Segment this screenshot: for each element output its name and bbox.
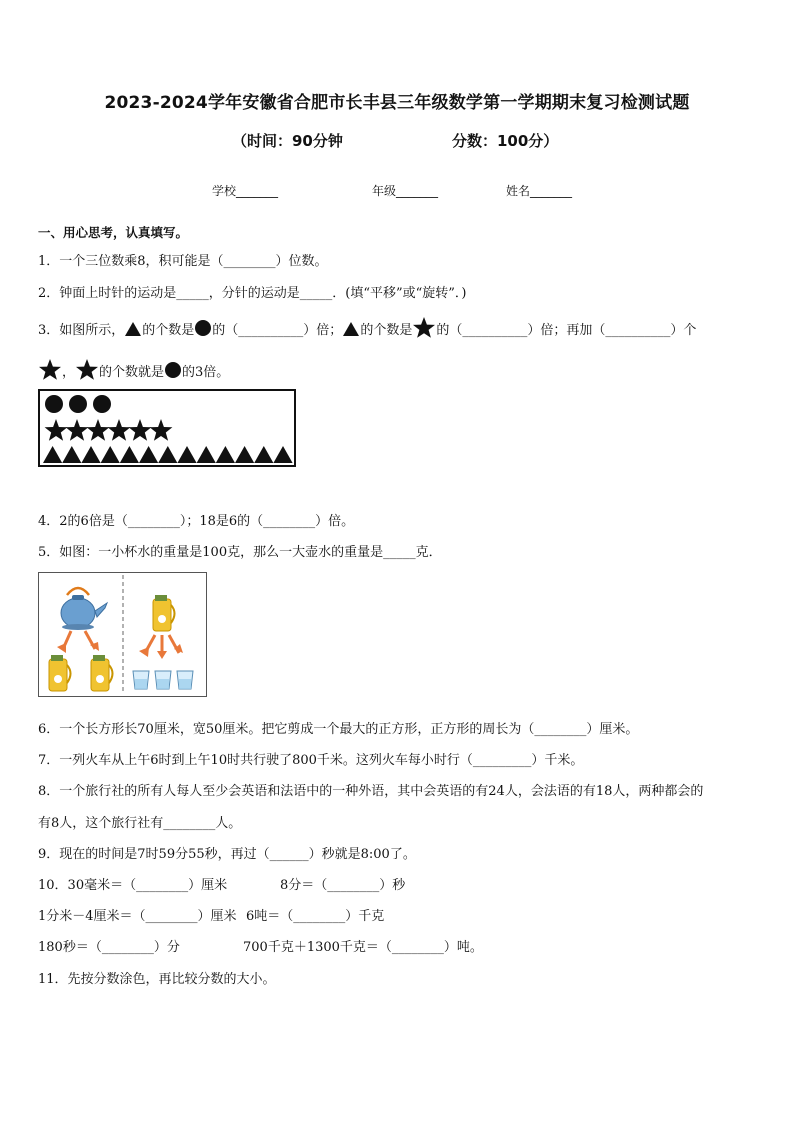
triangle-icon — [216, 446, 235, 463]
shapes-figure-svg — [40, 391, 294, 465]
section-heading: 一、用心思考，认真填写。 — [38, 225, 189, 240]
question-11: 11．先按分数涂色，再比较分数的大小。 — [38, 972, 276, 987]
question-9: 9．现在的时间是7时59分55秒，再过（______）秒就是8:00了。 — [38, 847, 416, 862]
star-icon — [108, 419, 131, 441]
arrow-icon — [139, 635, 155, 657]
page-title: 2023-2024学年安徽省合肥市长丰县三年级数学第一学期期末复习检测试题 — [104, 93, 690, 113]
triangle-icon — [197, 446, 216, 463]
question-3-line-2: ， 的个数就是 的3倍。 — [38, 358, 229, 382]
question-4: 4．2的6倍是（________）；18是6的（________）倍。 — [38, 514, 355, 529]
star-icon — [38, 358, 62, 382]
question-10-a: 10．30毫米＝（________）厘米 — [38, 878, 228, 893]
circle-icon — [69, 395, 87, 413]
arrow-icon — [85, 631, 99, 651]
question-10-c: 1分米－4厘米＝（________）厘米 — [38, 909, 237, 924]
question-10-f: 700千克＋1300千克＝（________）吨。 — [243, 940, 483, 955]
kettle-icon — [61, 588, 107, 630]
star-icon — [45, 419, 68, 441]
question-8-line-2: 有8人，这个旅行社有________人。 — [38, 816, 242, 831]
kettle-figure-svg — [39, 573, 206, 696]
school-field: 学校_______ — [212, 184, 279, 198]
triangle-icon — [120, 446, 139, 463]
cup-icon — [155, 671, 171, 689]
question-6: 6．一个长方形长70厘米，宽50厘米。把它剪成一个最大的正方形，正方形的周长为（________）厘米。 — [38, 722, 639, 737]
arrow-icon — [57, 631, 71, 653]
triangle-icon — [177, 446, 196, 463]
question-5: 5．如图：一小杯水的重量是100克，那么一大壶水的重量是_____克． — [38, 545, 442, 560]
star-icon — [412, 316, 436, 340]
arrow-icon — [169, 635, 183, 653]
kettle-figure — [38, 572, 207, 697]
question-7: 7．一列火车从上午6时到上午10时共行驶了800千米。这列火车每小时行（_________）千米。 — [38, 753, 584, 768]
question-8-line-1: 8．一个旅行社的所有人每人至少会英语和法语中的一种外语，其中会英语的有24人，会法语的有18人，两种都会的 — [38, 784, 704, 799]
triangle-icon — [342, 321, 360, 337]
question-1: 1．一个三位数乘8，积可能是（________）位数。 — [38, 254, 328, 269]
triangle-icon — [139, 446, 158, 463]
circle-icon — [93, 395, 111, 413]
question-2: 2．钟面上时针的运动是_____，分针的运动是_____．(填“平移”或“旋转”．) — [38, 286, 467, 301]
question-10-d: 6吨＝（________）千克 — [246, 909, 385, 924]
triangle-icon — [124, 321, 142, 337]
arrow-icon — [157, 635, 167, 659]
triangle-icon — [43, 446, 62, 463]
circle-icon — [164, 361, 182, 379]
star-icon — [129, 419, 152, 441]
triangle-icon — [158, 446, 177, 463]
grade-field: 年级_______ — [372, 184, 439, 198]
jug-icon — [49, 655, 71, 691]
triangle-icon — [101, 446, 120, 463]
star-icon — [75, 358, 99, 382]
star-icon — [150, 419, 173, 441]
exam-time: （时间：90分钟 — [232, 132, 343, 150]
jug-icon — [91, 655, 113, 691]
name-field: 姓名_______ — [506, 184, 573, 198]
shapes-figure — [38, 389, 296, 467]
question-3-line-1: 3．如图所示， 的个数是 的（__________）倍； 的个数是 的（__________）倍；再加（__________）个 — [38, 316, 696, 340]
circle-icon — [194, 319, 212, 337]
triangle-icon — [254, 446, 273, 463]
star-icon — [87, 419, 110, 441]
cup-icon — [177, 671, 193, 689]
exam-score: 分数：100分） — [452, 132, 559, 150]
cup-icon — [133, 671, 149, 689]
circle-icon — [45, 395, 63, 413]
question-10-b: 8分＝（________）秒 — [280, 878, 406, 893]
jug-icon — [153, 595, 175, 631]
star-icon — [66, 419, 89, 441]
triangle-icon — [235, 446, 254, 463]
triangle-icon — [273, 446, 292, 463]
question-10-e: 180秒＝（________）分 — [38, 940, 180, 955]
triangle-icon — [81, 446, 100, 463]
triangle-icon — [62, 446, 81, 463]
